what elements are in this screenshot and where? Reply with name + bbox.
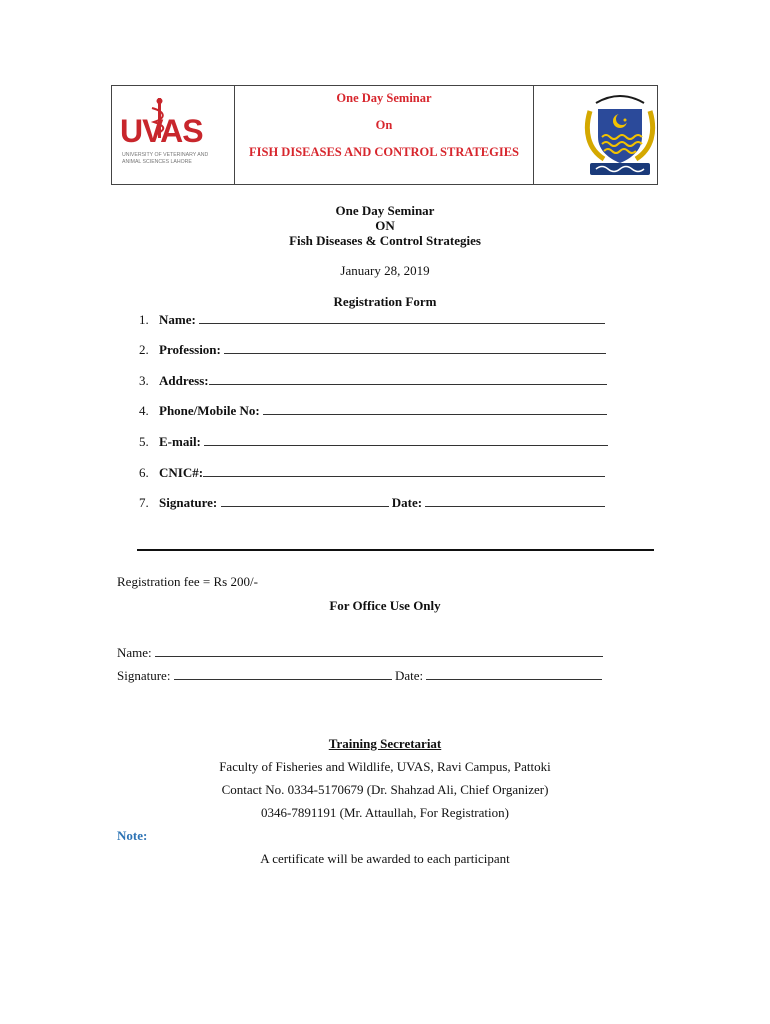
- field-number: 5.: [139, 434, 149, 449]
- cnic-input-line[interactable]: [203, 464, 605, 477]
- field-label: CNIC#:: [159, 465, 204, 480]
- field-label: Signature:: [159, 495, 218, 510]
- header-title-line1: One Day Seminar: [336, 91, 432, 105]
- secretariat-line3: 0346-7891191 (Mr. Attaullah, For Registration): [261, 805, 509, 820]
- signature-input-line[interactable]: [221, 494, 389, 507]
- field-number: 4.: [139, 403, 149, 418]
- registration-fee: Registration fee = Rs 200/-: [117, 574, 258, 589]
- uvas-logo-subtext1: UNIVERSITY OF VETERINARY AND: [122, 152, 209, 158]
- seminar-title: One Day Seminar: [335, 203, 435, 218]
- field-label: E-mail:: [159, 434, 201, 449]
- secretariat-line1: Faculty of Fisheries and Wildlife, UVAS, Ravi Campus, Pattoki: [219, 759, 551, 774]
- secretariat-title: Training Secretariat: [328, 736, 442, 751]
- secretariat-line2: Contact No. 0334-5170679 (Dr. Shahzad Ali, Chief Organizer): [221, 782, 549, 797]
- office-signature-line[interactable]: [174, 667, 392, 680]
- field-label: Profession:: [159, 342, 221, 357]
- field-label: Name:: [159, 312, 196, 327]
- field-phone: [139, 402, 607, 419]
- field-email: [139, 433, 608, 450]
- note-text: A certificate will be awarded to each participant: [260, 851, 510, 866]
- office-name-row: [117, 644, 603, 661]
- uvas-logo: [118, 98, 230, 176]
- field-number: 2.: [139, 342, 149, 357]
- note-label: Note:: [117, 828, 148, 843]
- registration-form-title: Registration Form: [333, 294, 437, 309]
- field-label: Phone/Mobile No:: [159, 403, 260, 418]
- uvas-logo-subtext2: ANIMAL SCIENCES LAHORE: [122, 159, 192, 165]
- header-divider-right: [533, 86, 534, 184]
- office-date-line[interactable]: [426, 667, 602, 680]
- date-label: Date:: [391, 495, 423, 510]
- office-name-label: Name:: [117, 645, 152, 660]
- phone-input-line[interactable]: [263, 402, 607, 415]
- office-signature-label: Signature:: [117, 668, 171, 683]
- header-title-line2: On: [375, 118, 393, 132]
- profession-input-line[interactable]: [224, 341, 606, 354]
- field-cnic: [139, 464, 605, 481]
- office-use-title: For Office Use Only: [329, 598, 441, 613]
- field-address: [139, 372, 607, 389]
- field-signature-date: [139, 494, 605, 511]
- name-input-line[interactable]: [199, 311, 605, 324]
- field-number: 6.: [139, 465, 149, 480]
- header-title-line3: FISH DISEASES AND CONTROL STRATEGIES: [249, 145, 519, 159]
- section-divider: [137, 549, 654, 551]
- field-number: 1.: [139, 312, 149, 327]
- field-number: 3.: [139, 373, 149, 388]
- uvas-logo-text: UVAS: [120, 113, 203, 149]
- office-date-label: Date:: [394, 668, 424, 683]
- field-name: [139, 311, 605, 328]
- seminar-topic: Fish Diseases & Control Strategies: [289, 233, 481, 248]
- office-signature-row: [117, 667, 602, 684]
- university-crest-logo: [582, 91, 658, 179]
- office-name-line[interactable]: [155, 644, 603, 657]
- field-number: 7.: [139, 495, 149, 510]
- address-input-line[interactable]: [209, 372, 607, 385]
- email-input-line[interactable]: [204, 433, 608, 446]
- seminar-on: ON: [375, 218, 395, 233]
- seminar-date: January 28, 2019: [340, 263, 430, 278]
- field-label: Address:: [159, 373, 209, 388]
- field-profession: [139, 341, 606, 358]
- header-table: [111, 85, 658, 185]
- date-input-line[interactable]: [425, 494, 605, 507]
